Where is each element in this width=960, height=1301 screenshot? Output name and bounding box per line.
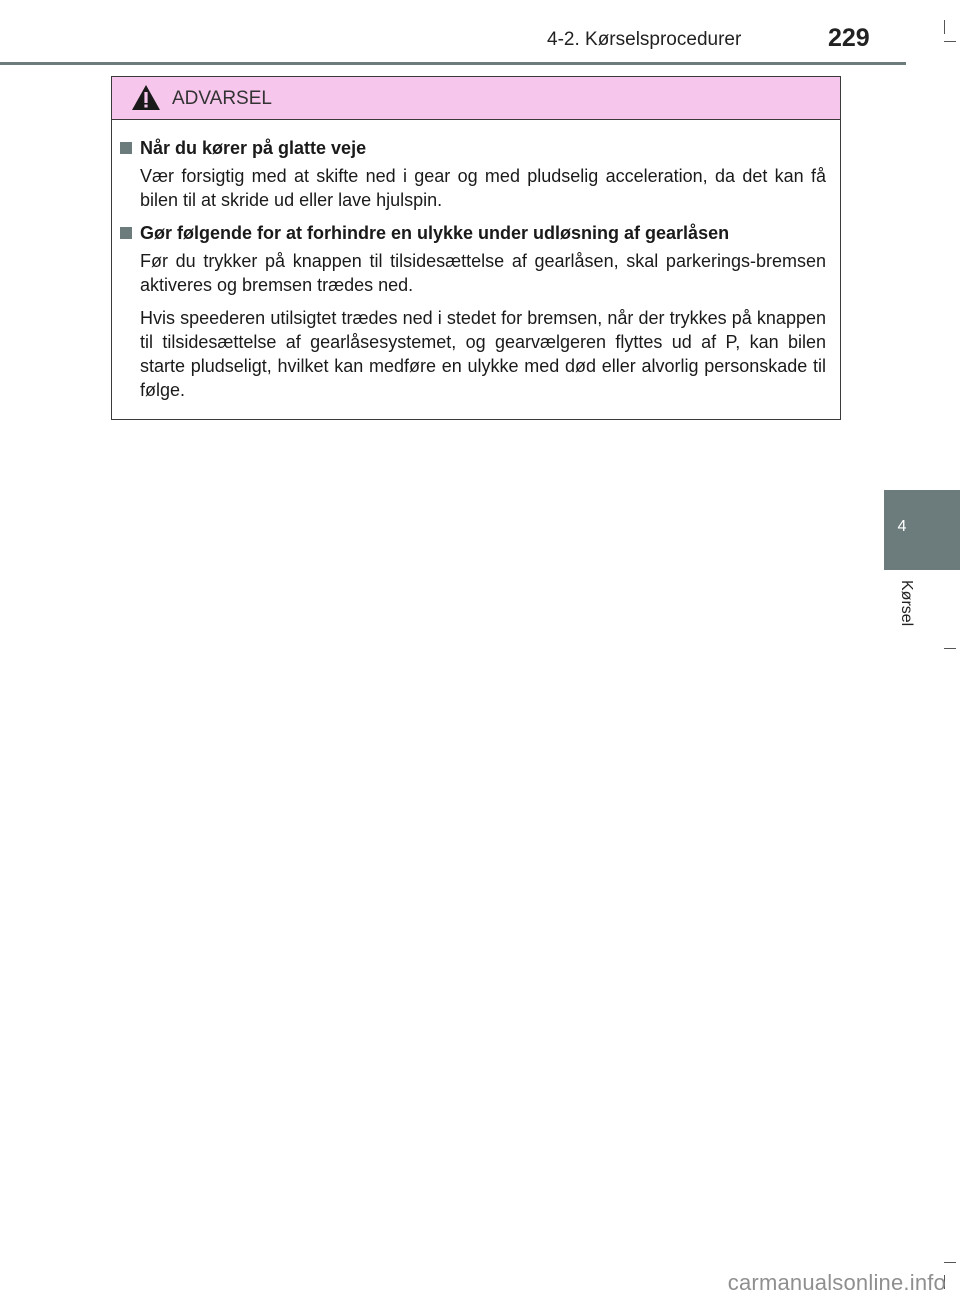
section-heading	[120, 136, 826, 160]
chapter-number: 4	[897, 518, 907, 535]
crop-mark	[944, 41, 956, 42]
paragraph: Hvis speederen utilsigtet trædes ned i stedet for bremsen, når der trykkes på knappen til tilsidesættelse af gearlåsesystemet, og gearvælgeren flyttes ud af P, kan bilen starte pludseligt, hvilket kan medføre en ulykke med død eller alvorlig personskade til følge.	[140, 308, 826, 400]
paragraph: Før du trykker på knappen til tilsidesættelse af gearlåsen, skal parkerings-bremsen aktiveres og bremsen trædes ned.	[140, 251, 826, 295]
section-heading-text: Gør følgende for at forhindre en ulykke under udløsning af gearlåsen	[140, 223, 730, 243]
square-bullet-icon	[120, 227, 132, 239]
warning-box	[111, 76, 841, 420]
warning-label: ADVARSEL	[172, 88, 272, 109]
page-number: 229	[828, 24, 870, 52]
paragraph: Vær forsigtig med at skifte ned i gear og med pludselig acceleration, da det kan få bilen til at skride ud eller lave hjulspin.	[140, 166, 826, 210]
watermark: carmanualsonline.info	[727, 1270, 946, 1295]
warning-body	[112, 120, 840, 402]
crop-mark	[944, 1262, 956, 1263]
section-title: 4-2. Kørselsprocedurer	[547, 29, 742, 50]
chapter-tab	[884, 490, 960, 570]
square-bullet-icon	[120, 142, 132, 154]
section-heading	[120, 221, 826, 245]
crop-mark	[944, 20, 945, 34]
crop-mark	[944, 648, 956, 649]
header-rule	[0, 62, 906, 65]
section-heading-text: Når du kører på glatte veje	[140, 138, 367, 158]
warning-header	[112, 77, 840, 120]
chapter-label: Kørsel	[898, 580, 915, 627]
warning-triangle-icon	[131, 84, 161, 111]
